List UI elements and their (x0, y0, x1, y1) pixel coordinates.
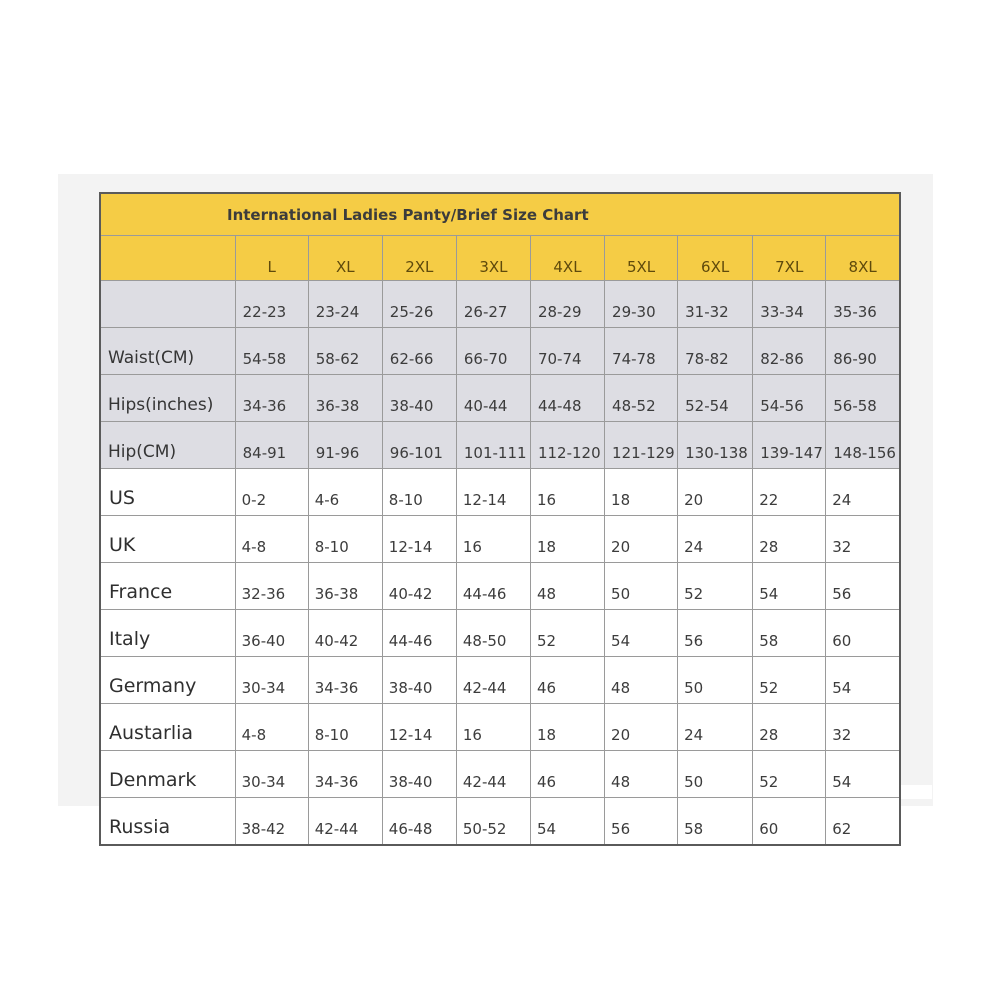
table-cell: 34-36 (308, 751, 382, 798)
size-header-cell: 8XL (826, 236, 900, 281)
table-cell: 62-66 (382, 328, 456, 375)
panel-notch (898, 785, 932, 799)
table-cell: 26-27 (456, 281, 530, 328)
size-header-cell: 6XL (678, 236, 753, 281)
table-cell: 58-62 (308, 328, 382, 375)
table-cell: 25-26 (382, 281, 456, 328)
size-header-row (100, 236, 900, 281)
size-header-cell: 7XL (753, 236, 826, 281)
measurement-row (100, 281, 900, 328)
table-cell: 52 (753, 657, 826, 704)
table-cell: 46-48 (382, 798, 456, 846)
table-cell: 34-36 (235, 375, 308, 422)
table-cell: 50 (678, 751, 753, 798)
table-cell: 12-14 (382, 704, 456, 751)
table-cell: 30-34 (235, 657, 308, 704)
table-cell: 34-36 (308, 657, 382, 704)
row-label (100, 281, 235, 328)
table-cell: 42-44 (308, 798, 382, 846)
table-cell: 58 (678, 798, 753, 846)
table-cell: 32 (826, 516, 900, 563)
table-cell: 121-129 (605, 422, 678, 469)
table-cell: 50-52 (456, 798, 530, 846)
table-cell: 36-38 (308, 375, 382, 422)
chart-title: International Ladies Panty/Brief Size Chart (100, 193, 900, 236)
table-cell: 44-46 (456, 563, 530, 610)
table-cell: 70-74 (530, 328, 604, 375)
size-header-cell: 3XL (456, 236, 530, 281)
table-cell: 56-58 (826, 375, 900, 422)
table-cell: 54 (753, 563, 826, 610)
table-cell: 4-8 (235, 516, 308, 563)
table-cell: 20 (605, 704, 678, 751)
table-cell: 78-82 (678, 328, 753, 375)
table-cell: 54-56 (753, 375, 826, 422)
row-label: Austarlia (100, 704, 235, 751)
table-cell: 96-101 (382, 422, 456, 469)
table-cell: 22-23 (235, 281, 308, 328)
row-label: Germany (100, 657, 235, 704)
table-cell: 56 (678, 610, 753, 657)
table-cell: 32-36 (235, 563, 308, 610)
table-cell: 35-36 (826, 281, 900, 328)
table-cell: 46 (530, 657, 604, 704)
size-header-cell: 5XL (605, 236, 678, 281)
table-cell: 48-50 (456, 610, 530, 657)
table-cell: 12-14 (382, 516, 456, 563)
table-cell: 48 (605, 751, 678, 798)
row-label: France (100, 563, 235, 610)
size-header-corner (100, 236, 235, 281)
table-cell: 52 (753, 751, 826, 798)
row-label: Italy (100, 610, 235, 657)
table-cell: 23-24 (308, 281, 382, 328)
table-cell: 74-78 (605, 328, 678, 375)
table-cell: 8-10 (382, 469, 456, 516)
country-row (100, 798, 900, 846)
table-cell: 42-44 (456, 657, 530, 704)
table-cell: 28-29 (530, 281, 604, 328)
title-row (100, 193, 900, 236)
table-cell: 24 (826, 469, 900, 516)
table-cell: 22 (753, 469, 826, 516)
table-cell: 82-86 (753, 328, 826, 375)
table-cell: 54-58 (235, 328, 308, 375)
table-cell: 48-52 (605, 375, 678, 422)
size-header-cell: 4XL (530, 236, 604, 281)
country-row (100, 610, 900, 657)
table-cell: 12-14 (456, 469, 530, 516)
table-cell: 56 (605, 798, 678, 846)
size-header-cell: 2XL (382, 236, 456, 281)
table-cell: 20 (678, 469, 753, 516)
table-cell: 16 (456, 704, 530, 751)
table-cell: 62 (826, 798, 900, 846)
table-cell: 84-91 (235, 422, 308, 469)
size-chart-table (99, 192, 901, 846)
size-header-cell: L (235, 236, 308, 281)
table-cell: 44-46 (382, 610, 456, 657)
table-cell: 24 (678, 704, 753, 751)
table-cell: 40-44 (456, 375, 530, 422)
row-label: Hip(CM) (100, 422, 235, 469)
table-cell: 38-40 (382, 657, 456, 704)
table-cell: 8-10 (308, 704, 382, 751)
table-cell: 33-34 (753, 281, 826, 328)
table-cell: 50 (678, 657, 753, 704)
measurement-row (100, 375, 900, 422)
table-cell: 60 (753, 798, 826, 846)
table-cell: 44-48 (530, 375, 604, 422)
table-cell: 66-70 (456, 328, 530, 375)
row-label: Hips(inches) (100, 375, 235, 422)
table-cell: 40-42 (382, 563, 456, 610)
table-cell: 29-30 (605, 281, 678, 328)
country-row (100, 563, 900, 610)
table-cell: 139-147 (753, 422, 826, 469)
row-label: US (100, 469, 235, 516)
measurement-row (100, 328, 900, 375)
table-cell: 28 (753, 516, 826, 563)
table-cell: 28 (753, 704, 826, 751)
table-cell: 30-34 (235, 751, 308, 798)
table-cell: 0-2 (235, 469, 308, 516)
table-cell: 52-54 (678, 375, 753, 422)
table-cell: 52 (678, 563, 753, 610)
table-cell: 50 (605, 563, 678, 610)
table-cell: 58 (753, 610, 826, 657)
table-cell: 38-40 (382, 751, 456, 798)
table-cell: 56 (826, 563, 900, 610)
table-cell: 52 (530, 610, 604, 657)
table-cell: 48 (530, 563, 604, 610)
table-cell: 101-111 (456, 422, 530, 469)
table-cell: 8-10 (308, 516, 382, 563)
table-cell: 31-32 (678, 281, 753, 328)
table-cell: 4-8 (235, 704, 308, 751)
table-cell: 16 (456, 516, 530, 563)
table-cell: 32 (826, 704, 900, 751)
row-label: Russia (100, 798, 235, 846)
row-label: Waist(CM) (100, 328, 235, 375)
table-cell: 60 (826, 610, 900, 657)
country-row (100, 469, 900, 516)
table-cell: 148-156 (826, 422, 900, 469)
table-cell: 36-38 (308, 563, 382, 610)
country-row (100, 516, 900, 563)
row-label: Denmark (100, 751, 235, 798)
country-row (100, 704, 900, 751)
table-cell: 54 (605, 610, 678, 657)
size-header-cell: XL (308, 236, 382, 281)
table-cell: 86-90 (826, 328, 900, 375)
table-cell: 18 (605, 469, 678, 516)
table-cell: 54 (826, 657, 900, 704)
table-cell: 46 (530, 751, 604, 798)
table-cell: 54 (530, 798, 604, 846)
table-cell: 18 (530, 516, 604, 563)
table-cell: 130-138 (678, 422, 753, 469)
table-cell: 16 (530, 469, 604, 516)
table-cell: 20 (605, 516, 678, 563)
table-cell: 36-40 (235, 610, 308, 657)
country-row (100, 751, 900, 798)
table-cell: 40-42 (308, 610, 382, 657)
table-cell: 42-44 (456, 751, 530, 798)
table-cell: 18 (530, 704, 604, 751)
table-cell: 48 (605, 657, 678, 704)
table-cell: 4-6 (308, 469, 382, 516)
table-cell: 54 (826, 751, 900, 798)
table-cell: 24 (678, 516, 753, 563)
country-row (100, 657, 900, 704)
table-cell: 38-42 (235, 798, 308, 846)
measurement-row (100, 422, 900, 469)
table-cell: 38-40 (382, 375, 456, 422)
row-label: UK (100, 516, 235, 563)
table-cell: 91-96 (308, 422, 382, 469)
table-cell: 112-120 (530, 422, 604, 469)
